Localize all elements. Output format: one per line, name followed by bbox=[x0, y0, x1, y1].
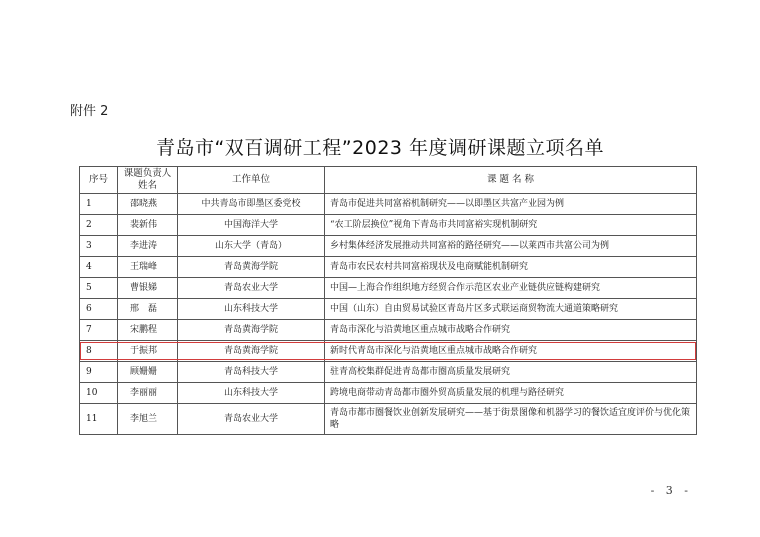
table-row bbox=[80, 257, 697, 278]
row-topic: 青岛市深化与沿黄地区重点城市战略合作研究 bbox=[325, 320, 697, 341]
row-unit: 青岛黄海学院 bbox=[178, 320, 325, 341]
row-topic: 新时代青岛市深化与沿黄地区重点城市战略合作研究 bbox=[325, 341, 697, 362]
row-no: 2 bbox=[80, 215, 118, 236]
table-row bbox=[80, 215, 697, 236]
header-topic: 课 题 名 称 bbox=[325, 167, 697, 194]
row-no: 6 bbox=[80, 299, 118, 320]
row-person: 顾姗姗 bbox=[118, 362, 178, 383]
row-topic: 跨境电商带动青岛都市圈外贸高质量发展的机理与路径研究 bbox=[325, 383, 697, 404]
table-row bbox=[80, 236, 697, 257]
row-person: 裴新伟 bbox=[118, 215, 178, 236]
row-person: 邢 磊 bbox=[118, 299, 178, 320]
row-topic: 乡村集体经济发展推动共同富裕的路径研究——以莱西市共富公司为例 bbox=[325, 236, 697, 257]
row-no: 10 bbox=[80, 383, 118, 404]
row-topic: 驻青高校集群促进青岛都市圈高质量发展研究 bbox=[325, 362, 697, 383]
row-person: 李旭兰 bbox=[118, 404, 178, 435]
document-title: 青岛市“双百调研工程”2023 年度调研课题立项名单 bbox=[155, 137, 605, 159]
table-row bbox=[80, 320, 697, 341]
row-no: 5 bbox=[80, 278, 118, 299]
table-row bbox=[80, 404, 697, 435]
row-person: 李丽丽 bbox=[118, 383, 178, 404]
row-person: 于振邦 bbox=[118, 341, 178, 362]
row-unit: 中国海洋大学 bbox=[178, 215, 325, 236]
row-unit: 山东科技大学 bbox=[178, 299, 325, 320]
table-row bbox=[80, 299, 697, 320]
row-person: 宋鹏程 bbox=[118, 320, 178, 341]
row-no: 3 bbox=[80, 236, 118, 257]
header-no: 序号 bbox=[80, 167, 118, 194]
row-person: 李进涛 bbox=[118, 236, 178, 257]
row-no: 1 bbox=[80, 194, 118, 215]
row-topic: 中国—上海合作组织地方经贸合作示范区农业产业链供应链构建研究 bbox=[325, 278, 697, 299]
header-unit: 工作单位 bbox=[178, 167, 325, 194]
table-row bbox=[80, 278, 697, 299]
row-person: 王瑞峰 bbox=[118, 257, 178, 278]
row-unit: 中共青岛市即墨区委党校 bbox=[178, 194, 325, 215]
row-unit: 青岛黄海学院 bbox=[178, 341, 325, 362]
row-person: 曹银娣 bbox=[118, 278, 178, 299]
table-row bbox=[80, 194, 697, 215]
page-number: - 3 - bbox=[650, 484, 692, 497]
row-unit: 青岛农业大学 bbox=[178, 278, 325, 299]
project-table bbox=[79, 166, 697, 435]
header-person: 课题负责人姓名 bbox=[118, 167, 178, 194]
row-no: 4 bbox=[80, 257, 118, 278]
row-person: 邵晓燕 bbox=[118, 194, 178, 215]
table-row-highlighted bbox=[80, 341, 697, 362]
row-no: 9 bbox=[80, 362, 118, 383]
row-unit: 青岛黄海学院 bbox=[178, 257, 325, 278]
row-topic: 中国（山东）自由贸易试验区青岛片区多式联运商贸物流大通道策略研究 bbox=[325, 299, 697, 320]
attachment-label: 附件 2 bbox=[70, 104, 109, 119]
row-topic: 青岛市农民农村共同富裕现状及电商赋能机制研究 bbox=[325, 257, 697, 278]
row-unit: 山东科技大学 bbox=[178, 383, 325, 404]
row-unit: 青岛科技大学 bbox=[178, 362, 325, 383]
table-row bbox=[80, 383, 697, 404]
row-no: 8 bbox=[80, 341, 118, 362]
row-unit: 山东大学（青岛） bbox=[178, 236, 325, 257]
row-unit: 青岛农业大学 bbox=[178, 404, 325, 435]
row-topic: 青岛市促进共同富裕机制研究——以即墨区共富产业园为例 bbox=[325, 194, 697, 215]
table-row bbox=[80, 362, 697, 383]
row-topic: “农工阶层换位”视角下青岛市共同富裕实现机制研究 bbox=[325, 215, 697, 236]
row-no: 7 bbox=[80, 320, 118, 341]
row-topic: 青岛市都市圈餐饮业创新发展研究——基于街景图像和机器学习的餐饮适宜度评价与优化策略 bbox=[325, 404, 697, 435]
row-no: 11 bbox=[80, 404, 118, 435]
table-header-row bbox=[80, 167, 697, 194]
